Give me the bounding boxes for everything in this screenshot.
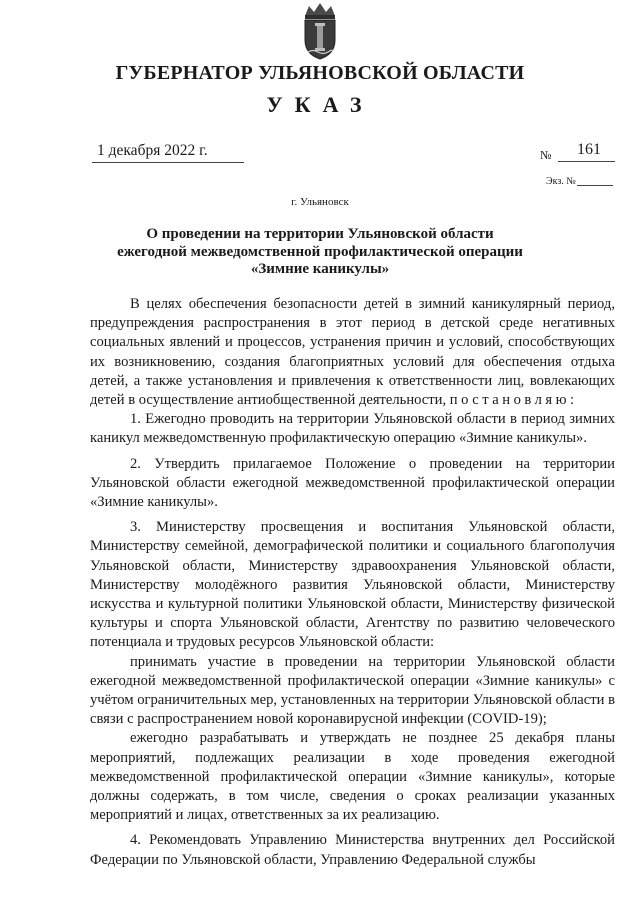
clause-4: 4. Рекомендовать Управлению Министерства внутренних дел Российской Федерации по Ульяновской области, Управлению Федеральной службы (90, 832, 615, 868)
clause-3-item: ежегодно разрабатывать и утверждать не позднее 25 декабря планы мероприятий, подлежащих реализации в ходе проведения ежегодной межведомственной профилактической операции «Зимние каникулы», которые должны содержать, в том числе, сведения о сроках реализации указанных мероприятий и лицах, ответственных за их реализацию. (90, 730, 615, 824)
decree-title: УКАЗ (266, 92, 374, 117)
decree-subject (0, 226, 640, 279)
copy-number (546, 176, 613, 187)
preamble-text: В целях обеспечения безопасности детей в зимний каникулярный период, предупреждения распространения в этот период в детской среде негативных социальных явлений и процессов, устранения причин и условий, способствующих их возникновению, создания благоприятных условий для обеспечения отдыха детей, а также установления и привлечения к ответственности лиц, вовлекающих детей в осуществление антиобщественной деятельности, (90, 296, 615, 409)
organization-title: ГУБЕРНАТОР УЛЬЯНОВСКОЙ ОБЛАСТИ (115, 62, 525, 84)
copy-number-label: Экз. № (546, 176, 576, 187)
number-value: 161 (577, 141, 601, 158)
decree-date: 1 декабря 2022 г. (97, 142, 208, 159)
subject-line: О проведении на территории Ульяновской области (146, 226, 494, 242)
number-underline (558, 161, 615, 162)
copy-number-underline (577, 185, 613, 186)
decree-verb: постановляю: (449, 392, 578, 409)
subject-line: ежегодной межведомственной профилактической операции (117, 243, 523, 260)
clause-2: 2. Утвердить прилагаемое Положение о проведении на территории Ульяновской области ежегодной межведомственной профилактической операции «Зимние каникулы». (90, 455, 615, 511)
date-underline (92, 162, 244, 163)
subject-line: «Зимние каникулы» (250, 261, 390, 277)
clause-1: 1. Ежегодно проводить на территории Ульяновской области в период зимних каникул межведомственную профилактическую операцию «Зимние каникулы». (90, 411, 615, 447)
ulyanovsk-coat-of-arms-icon (297, 2, 343, 60)
clause-3-item: принимать участие в проведении на территории Ульяновской области ежегодной межведомственной профилактической операции «Зимние каникулы» с учётом ограничительных мер, установленных на территории Ульяновской области в связи с распространением новой коронавирусной инфекции (COVID-19); (90, 653, 615, 728)
clause-3: 3. Министерству просвещения и воспитания Ульяновской области, Министерству семейной, демографической политики и социального благополучия Ульяновской области, Министерству здравоохранения Ульяновской области, Министерству молодёжного развития Ульяновской области, Министерству искусства и культурной политики Ульяновской области, Министерству физической культуры и спорта Ульяновской области, Агентству по развитию человеческого потенциала и трудовых ресурсов Ульяновской области: (90, 519, 615, 651)
city: г. Ульяновск (291, 196, 349, 208)
number-prefix: № (540, 148, 552, 162)
decree-body (90, 295, 615, 870)
preamble-paragraph (90, 295, 615, 410)
